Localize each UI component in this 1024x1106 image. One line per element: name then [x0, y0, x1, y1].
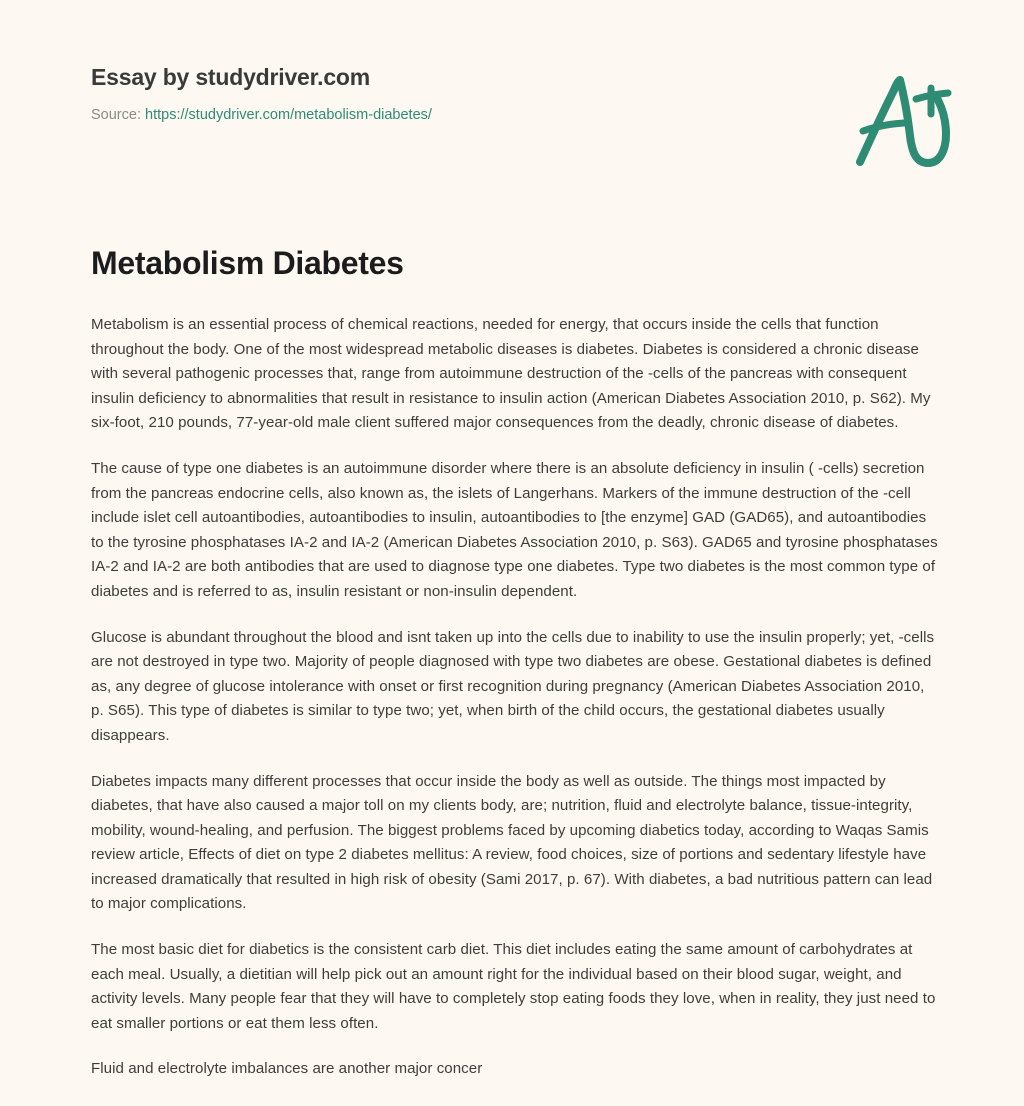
document-header: [91, 64, 944, 124]
site-title: Essay by studydriver.com: [91, 64, 371, 90]
essay-body: [91, 313, 938, 1082]
paragraph: The most basic diet for diabetics is the consistent carb diet. This diet includes eating the same amount of carbohydrates at each meal. Usually, a dietitian will help pick out an amount right for the individual based on their blood sugar, weight, and activity levels. Many people fear that they will have to completely stop eating foods they love, when in reality, they just need to eat smaller portions or eat them less often.: [91, 941, 936, 1032]
paragraph: Fluid and electrolyte imbalances are another major concer: [91, 1060, 483, 1078]
page-title: Metabolism Diabetes: [91, 245, 404, 281]
source-url-link[interactable]: https://studydriver.com/metabolism-diabetes/: [145, 106, 432, 123]
paragraph: Metabolism is an essential process of chemical reactions, needed for energy, that occurs inside the cells that function throughout the body. One of the most widespread metabolic diseases is diabetes. Diabetes is considered a chronic disease with several pathogenic processes that, range from autoimmune destruction of the -cells of the pancreas with consequent insulin deficiency to abnormalities that result in resistance to insulin action (American Diabetes Association 2010, p. S62). My six-foot, 210 pounds, 77-year-old male client suffered major consequences from the deadly, chronic disease of diabetes.: [91, 316, 931, 432]
a-plus-handwritten-icon: [848, 70, 956, 170]
paragraph: Glucose is abundant throughout the blood and isnt taken up into the cells due to inability to use the insulin properly; yet, -cells are not destroyed in type two. Majority of people diagnosed with type two diabetes are obese. Gestational diabetes is defined as, any degree of glucose intolerance with onset or first recognition during pregnancy (American Diabetes Association 2010, p. S65). This type of diabetes is similar to type two; yet, when birth of the child occurs, the gestational diabetes usually disappears.: [91, 628, 935, 744]
paragraph: Diabetes impacts many different processes that occur inside the body as well as outside. The things most impacted by diabetes, that have also caused a major toll on my clients body, are; nutrition, fluid and electrolyte balance, tissue-integrity, mobility, wound-healing, and perfusion. The biggest problems faced by upcoming diabetics today, according to Waqas Samis review article, Effects of diet on type 2 diabetes mellitus: A review, food choices, size of portions and sedentary lifestyle have increased dramatically that resulted in high risk of obesity (Sami 2017, p. 67). With diabetes, a bad nutritious pattern can lead to major complications.: [91, 772, 933, 913]
paragraph: The cause of type one diabetes is an autoimmune disorder where there is an absolute deficiency in insulin ( -cells) secretion from the pancreas endocrine cells, also known as, the islets of Langerhans. Markers of the immune destruction of the -cell include islet cell autoantibodies, autoantibodies to insulin, autoantibodies to [the enzyme] GAD (GAD65), and autoantibodies to the tyrosine phosphatases IA-2 and IA-2 (American Diabetes Association 2010, p. S63). GAD65 and tyrosine phosphatases IA-2 and IA-2 are both antibodies that are used to diagnose type one diabetes. Type two diabetes is the most common type of diabetes and is referred to as, insulin resistant or non-insulin dependent.: [91, 459, 938, 600]
a-plus-logo: [848, 70, 956, 170]
source-label: Source:: [91, 106, 141, 123]
source-line: [91, 106, 944, 125]
